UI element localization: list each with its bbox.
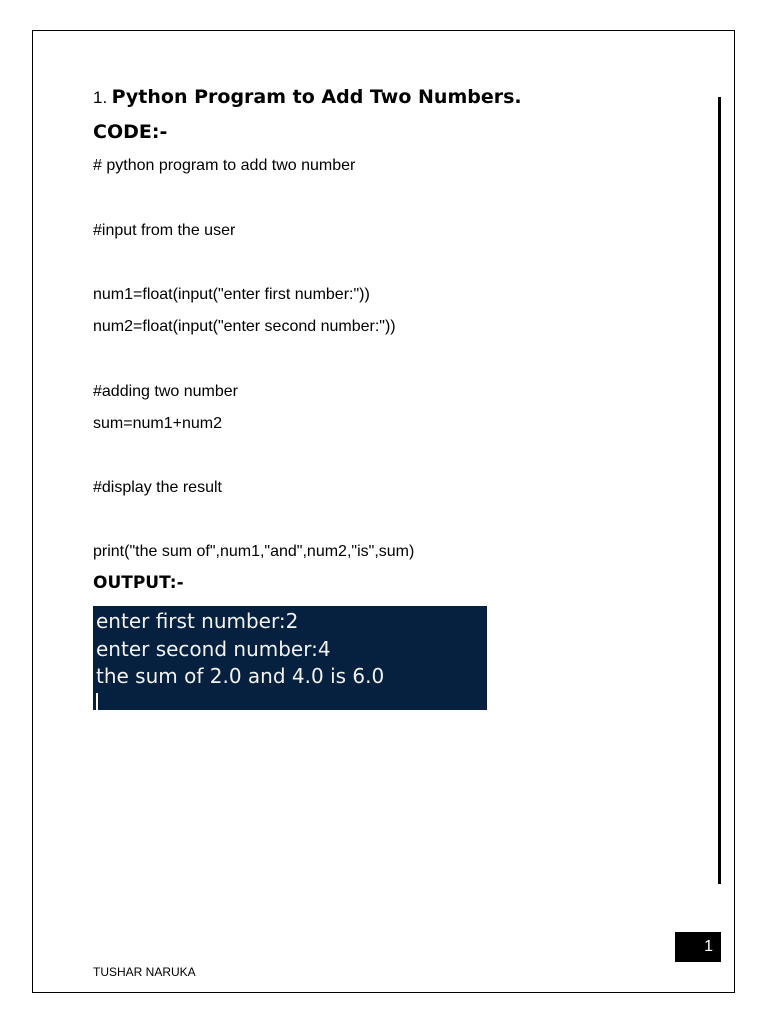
code-line: #display the result [93, 479, 222, 496]
terminal-line: enter first number:2 [96, 609, 299, 633]
page-number: 1 [675, 932, 721, 962]
terminal-output-screenshot [93, 606, 487, 710]
output-label: OUTPUT:- [93, 573, 184, 593]
footer-author: TUSHAR NARUKA [93, 965, 196, 979]
terminal-line: the sum of 2.0 and 4.0 is 6.0 [96, 664, 385, 688]
terminal-line: enter second number:4 [96, 636, 331, 661]
heading-number: 1. [93, 88, 108, 107]
terminal-cursor-line [96, 691, 487, 711]
page-heading [93, 86, 522, 108]
code-label: CODE:- [93, 121, 168, 143]
code-line: print("the sum of",num1,"and",num2,"is",sum) [93, 543, 415, 560]
code-line: sum=num1+num2 [93, 415, 222, 432]
code-line: # python program to add two number [93, 157, 356, 174]
code-line: #input from the user [93, 222, 236, 239]
code-line: num1=float(input("enter first number:")) [93, 286, 370, 303]
heading-title: Python Program to Add Two Numbers. [111, 86, 522, 108]
right-margin-rule [718, 97, 721, 884]
code-line: #adding two number [93, 383, 238, 400]
text-cursor [96, 693, 98, 711]
code-line: num2=float(input("enter second number:")) [93, 318, 396, 335]
